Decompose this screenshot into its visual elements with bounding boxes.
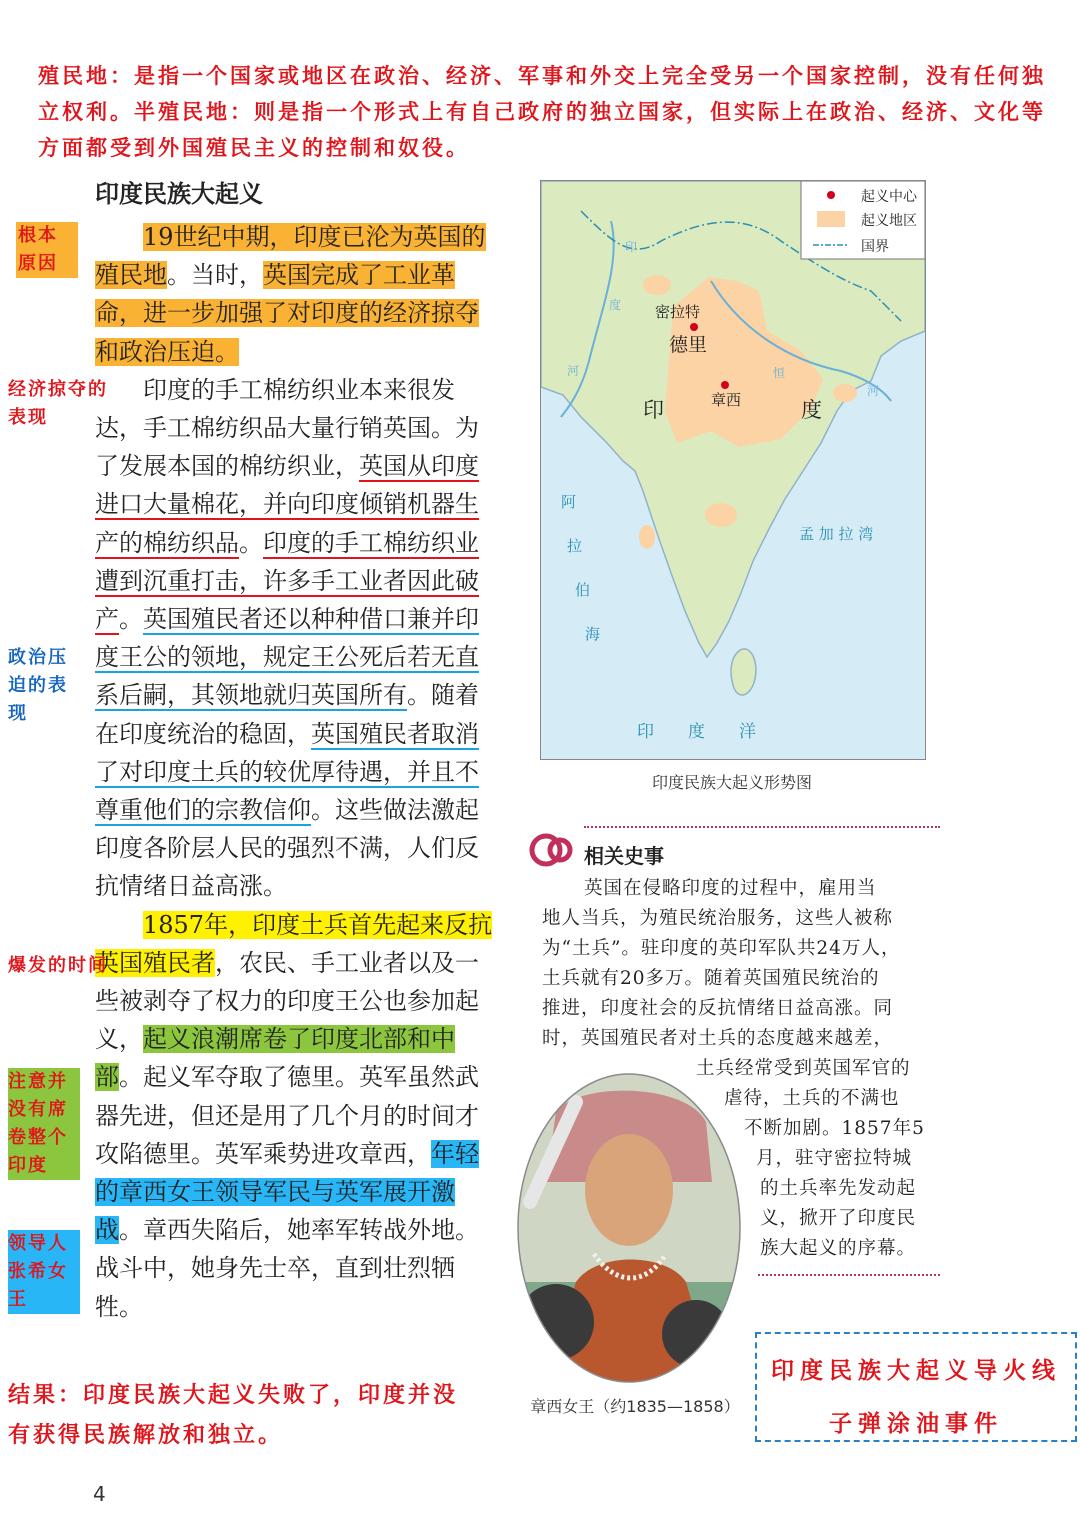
legend-center-label: 起义中心	[861, 189, 917, 205]
main-text	[95, 218, 495, 1326]
result-note: 结果：印度民族大起义失败了，印度并没有获得民族解放和独立。	[8, 1383, 459, 1448]
margin-note-root-cause: 根本原因	[16, 222, 78, 278]
margin-note-leader: 领导人张希女王	[8, 1230, 80, 1314]
indus-label-2: 度	[609, 298, 622, 312]
story-title: 相关史事	[584, 844, 664, 868]
story-line: 时，英国殖民者对土兵的态度越来越差，	[542, 1028, 894, 1049]
highlight-north-central: 起义浪潮席卷了印度北部和中部	[95, 1025, 455, 1092]
highlight-industrial-revolution: 英国完成了工业革命，进一步加强了对印度的经济掠夺和政治压迫。	[95, 261, 479, 366]
underline-sepoy: 英国殖民者取消了对印度土兵的较优厚待遇，并且不尊重他们的宗教信仰	[95, 719, 479, 825]
city-meerut-label: 密拉特	[655, 303, 701, 321]
arabian-sea-label-2: 拉	[567, 537, 583, 555]
highlight-1857: 1857年，印度土兵首先起来反抗英国殖民者	[95, 910, 493, 977]
highlight-jhansi-queen: 年轻的章西女王领导军民与英军展开激战	[95, 1139, 479, 1245]
ganges-label-1: 恒	[773, 366, 786, 380]
portrait-caption: 章西女王（约1835—1858）	[530, 1397, 740, 1416]
country-label-1: 印	[643, 398, 664, 422]
story-logo-icon	[528, 828, 578, 872]
margin-note-not-whole-india: 注意并没有席卷整个印度	[8, 1068, 80, 1180]
story-line: 义，掀开了印度民	[760, 1208, 917, 1229]
ganges-label-2: 河	[867, 384, 880, 398]
city-jhansi-dot	[721, 381, 729, 389]
definition-note: 殖民地：是指一个国家或地区在政治、经济、军事和外交上完全受另一个国家控制，没有任何独立权利。半殖民地：则是指一个形式上有自己政府的独立国家，但实际上在政治、经济、文化等方面都受到外国殖民主义的控制和奴役。	[38, 64, 1046, 160]
city-jhansi-label: 章西	[711, 391, 742, 409]
story-line: 不断加剧。1857年5	[744, 1118, 925, 1139]
bay-of-bengal-label: 孟 加 拉 湾	[799, 525, 874, 543]
portrait-queen-of-jhansi	[516, 1072, 742, 1384]
story-line: 为“土兵”。驻印度的英印军队共24万人，	[542, 938, 901, 959]
map-india-uprising	[540, 180, 926, 760]
indian-ocean-label: 印 度 洋	[637, 722, 756, 742]
underline-annexation: 英国殖民者还以种种借口兼并印度王公的领地，规定王公死后若无直系后嗣，其领地就归英国所有	[95, 605, 479, 710]
story-line: 虐待，土兵的不满也	[724, 1088, 900, 1109]
story-divider-top	[584, 826, 940, 828]
story-line: 英国在侵略印度的过程中，雇用当	[584, 878, 877, 899]
country-label-2: 度	[801, 398, 822, 422]
legend-center-dot	[827, 191, 835, 199]
highlight-colony: 19世纪中期，印度已沦为英国的殖民地	[95, 223, 486, 290]
uprising-area-south-1	[705, 503, 737, 527]
fuse-note-line-1: 印度民族大起义导火线	[771, 1358, 1061, 1384]
uprising-area-south-2	[639, 525, 655, 549]
story-line: 族大起义的序幕。	[760, 1238, 917, 1259]
margin-note-time: 爆发的时间	[8, 955, 108, 976]
paragraph-1: 19世纪中期，印度已沦为英国的殖民地。当时，英国完成了工业革命，进一步加强了对印度的经济掠夺和政治压迫。	[95, 223, 486, 366]
map-svg	[541, 181, 925, 759]
legend-area-swatch	[817, 211, 845, 227]
underline-cotton: 英国从印度进口大量棉花，并向印度倾销机器生产的棉纺织品	[95, 452, 479, 557]
indus-label-3: 河	[567, 364, 580, 378]
fuse-note-box	[755, 1332, 1077, 1442]
city-meerut-dot	[690, 323, 698, 331]
arabian-sea-label-4: 海	[585, 625, 601, 643]
map-caption: 印度民族大起义形势图	[651, 773, 812, 792]
paragraph-3: 1857年，印度土兵首先起来反抗英国殖民者，农民、手工业者以及一些被剥夺了权力的印度王公也参加起义，起义浪潮席卷了印度北部和中部。起义军夺取了德里。英军虽然武器先进，但还是用了几个月的时间才攻陷德里。英军乘势进攻章西，年轻的章西女王领导军民与英军展开激战。章西失陷后，她率军转战外地。战斗中，她身先士卒，直到壮烈牺牲。	[95, 910, 493, 1321]
fuse-note-line-2: 子弹涂油事件	[829, 1411, 1003, 1437]
page-number: 4	[93, 1482, 106, 1506]
story-line: 的土兵率先发动起	[760, 1178, 917, 1199]
city-delhi-label: 德里	[669, 334, 708, 356]
story-line: 推进，印度社会的反抗情绪日益高涨。同	[542, 998, 894, 1019]
arabian-sea-label-1: 阿	[561, 493, 577, 511]
legend-border-label: 国界	[861, 239, 889, 255]
uprising-area-east	[833, 384, 857, 402]
story-divider-bottom	[758, 1274, 940, 1276]
margin-note-econ: 经济掠夺的表现	[8, 379, 108, 428]
story-line: 土兵就有20多万。随着英国殖民统治的	[542, 968, 880, 989]
sri-lanka	[731, 649, 756, 695]
indus-label-1: 印	[625, 240, 638, 254]
section-title: 印度民族大起义	[95, 180, 263, 208]
margin-note-politics: 政治压迫的表现	[8, 647, 68, 724]
arabian-sea-label-3: 伯	[575, 581, 591, 599]
story-line: 月，驻守密拉特城	[756, 1148, 913, 1169]
uprising-area-west	[643, 275, 671, 295]
story-line: 土兵经常受到英国军官的	[696, 1058, 911, 1079]
legend-area-label: 起义地区	[861, 213, 917, 229]
underline-handicraft: 印度的手工棉纺织业遭到沉重打击，许多手工业者因此破产	[95, 528, 479, 634]
story-line: 地人当兵，为殖民统治服务，这些人被称	[542, 908, 894, 929]
paragraph-2: 印度的手工棉纺织业本来很发达，手工棉纺织品大量行销英国。为了发展本国的棉纺织业，英国从印度进口大量棉花，并向印度倾销机器生产的棉纺织品。印度的手工棉纺织业遭到沉重打击，许多手工业者因此破产。英国殖民者还以种种借口兼并印度王公的领地，规定王公死后若无直系后嗣，其领地就归英国所有。随着在印度统治的稳固，英国殖民者取消了对印度土兵的较优厚待遇，并且不尊重他们的宗教信仰。这些做法激起印度各阶层人民的强烈不满，人们反抗情绪日益高涨。	[95, 375, 479, 901]
